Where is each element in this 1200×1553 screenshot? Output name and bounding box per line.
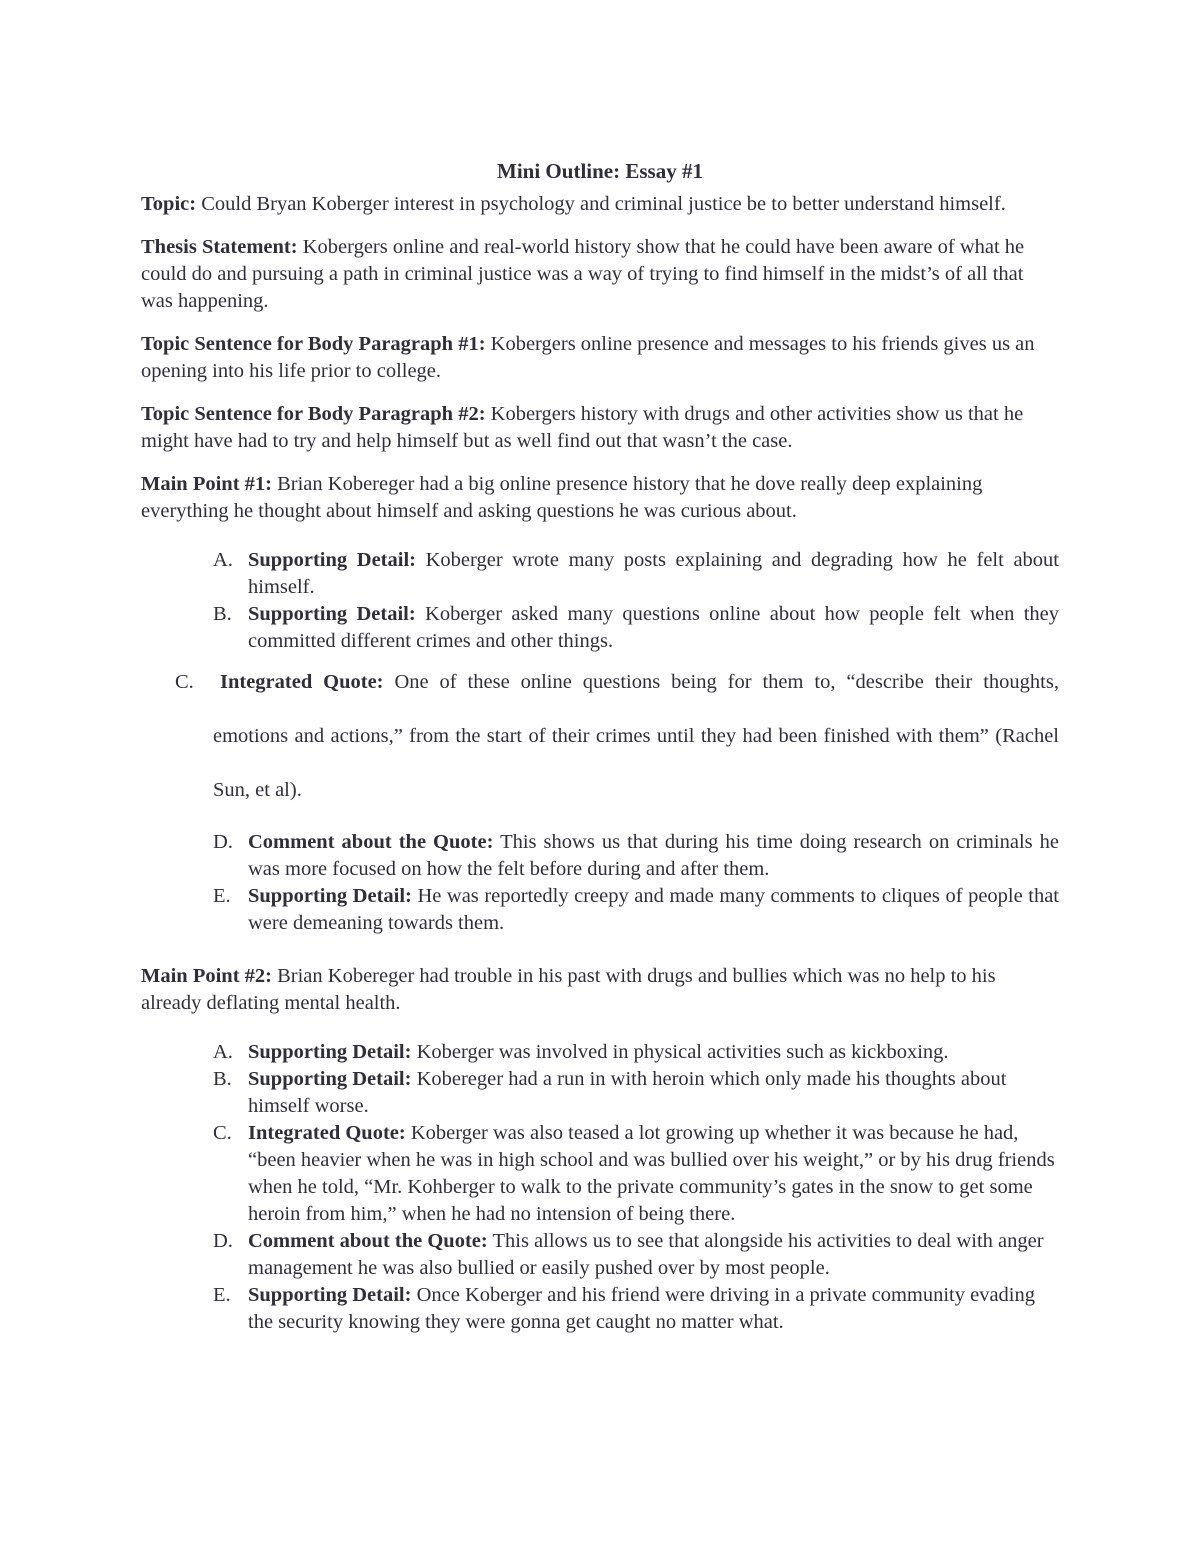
main-point-2-label: Main Point #2:: [141, 965, 272, 987]
item-label: Supporting Detail:: [248, 549, 416, 571]
list-item: [141, 883, 1059, 937]
item-label: Supporting Detail:: [248, 1284, 412, 1306]
item-text: Koberger wrote many posts explaining and degrading how he felt about himself.: [248, 549, 1059, 598]
item-label: Comment about the Quote:: [248, 831, 494, 853]
list-marker: A.: [213, 1041, 233, 1063]
item-text: Koberger asked many questions online about how people felt when they committed different crimes and other things.: [248, 603, 1060, 652]
list-marker: B.: [213, 603, 232, 625]
topic-sentence-2-label: Topic Sentence for Body Paragraph #2:: [141, 403, 486, 425]
list-marker: A.: [213, 549, 233, 571]
quote-body: [213, 655, 1059, 817]
list-item: [141, 1120, 1059, 1228]
list-item: [141, 829, 1059, 883]
topic-sentence-1-text: Kobergers online presence and messages to his friends gives us an opening into his life prior to college.: [141, 333, 1035, 382]
list-marker: B.: [213, 1068, 232, 1090]
list-marker: E.: [213, 1284, 231, 1306]
list-marker: E.: [213, 885, 231, 907]
topic-sentence-1-label: Topic Sentence for Body Paragraph #1:: [141, 333, 486, 355]
main-point-2-paragraph: [141, 963, 1059, 1017]
list-marker: D.: [213, 1230, 233, 1252]
item-label: Supporting Detail:: [248, 885, 412, 907]
thesis-label: Thesis Statement:: [141, 236, 298, 258]
item-label: Integrated Quote:: [248, 1122, 406, 1144]
list-marker: C.: [213, 1122, 232, 1144]
item-text: Koberger was also teased a lot growing up whether it was because he had, “been heavier when he was in high school and was bullied over his weight,” or by his drug friends when he told, “Mr. Kohberger to walk to the private community’s gates in the snow to get some heroin from him,” when he had no intension of being there.: [248, 1122, 1055, 1225]
item-text: He was reportedly creepy and made many comments to cliques of people that were demeaning towards them.: [248, 885, 1060, 934]
item-label: Supporting Detail:: [248, 1068, 412, 1090]
list-item: [141, 547, 1059, 601]
topic-sentence-2-text: Kobergers history with drugs and other activities show us that he might have had to try and help himself but as well find out that wasn’t the case.: [141, 403, 1024, 452]
main-point-1-paragraph: [141, 471, 1059, 525]
list-item: [141, 1066, 1059, 1120]
main-point-1-list: [141, 547, 1059, 937]
topic-text: Could Bryan Koberger interest in psychology and criminal justice be to better understand himself.: [196, 193, 1006, 215]
item-text: One of these online questions being for them to, “describe their thoughts, emotions and actions,” from the start of their crimes until they had been finished with them” (Rachel Sun, et al).: [213, 671, 1059, 801]
item-label: Integrated Quote:: [220, 671, 384, 693]
item-label: Supporting Detail:: [248, 603, 416, 625]
item-label: Supporting Detail:: [248, 1041, 412, 1063]
thesis-text: Kobergers online and real-world history show that he could have been aware of what he could do and pursuing a path in criminal justice was a way of trying to find himself in the midst’s of all that was happening.: [141, 236, 1025, 312]
item-text: Once Koberger and his friend were driving in a private community evading the security knowing they were gonna get caught no matter what.: [248, 1284, 1035, 1333]
main-point-2-text: Brian Kobereger had trouble in his past with drugs and bullies which was no help to his already deflating mental health.: [141, 965, 996, 1014]
list-marker: D.: [213, 831, 233, 853]
main-point-1-text: Brian Kobereger had a big online presence history that he dove really deep explaining everything he thought about himself and asking questions he was curious about.: [141, 473, 983, 522]
list-item: [141, 1039, 1059, 1066]
main-point-1-label: Main Point #1:: [141, 473, 272, 495]
list-item: [141, 655, 1059, 817]
item-text: Kobereger had a run in with heroin which only made his thoughts about himself worse.: [248, 1068, 1007, 1117]
main-point-2-list: [141, 1039, 1059, 1336]
thesis-paragraph: [141, 234, 1059, 315]
item-text: This allows us to see that alongside his activities to deal with anger management he was also bullied or easily pushed over by most people.: [248, 1230, 1044, 1279]
item-label: Comment about the Quote:: [248, 1230, 488, 1252]
list-item: [141, 1282, 1059, 1336]
list-item: [141, 1228, 1059, 1282]
list-marker: C.: [175, 671, 194, 693]
topic-sentence-1-paragraph: [141, 331, 1059, 385]
topic-label: Topic:: [141, 193, 197, 215]
topic-paragraph: [141, 191, 1059, 218]
item-text: This shows us that during his time doing research on criminals he was more focused on how the felt before during and after them.: [248, 831, 1059, 880]
document-content: [141, 158, 1059, 1352]
document-title: Mini Outline: Essay #1: [497, 159, 703, 183]
topic-sentence-2-paragraph: [141, 401, 1059, 455]
item-text: Koberger was involved in physical activities such as kickboxing.: [411, 1041, 949, 1063]
list-item: [141, 601, 1059, 655]
